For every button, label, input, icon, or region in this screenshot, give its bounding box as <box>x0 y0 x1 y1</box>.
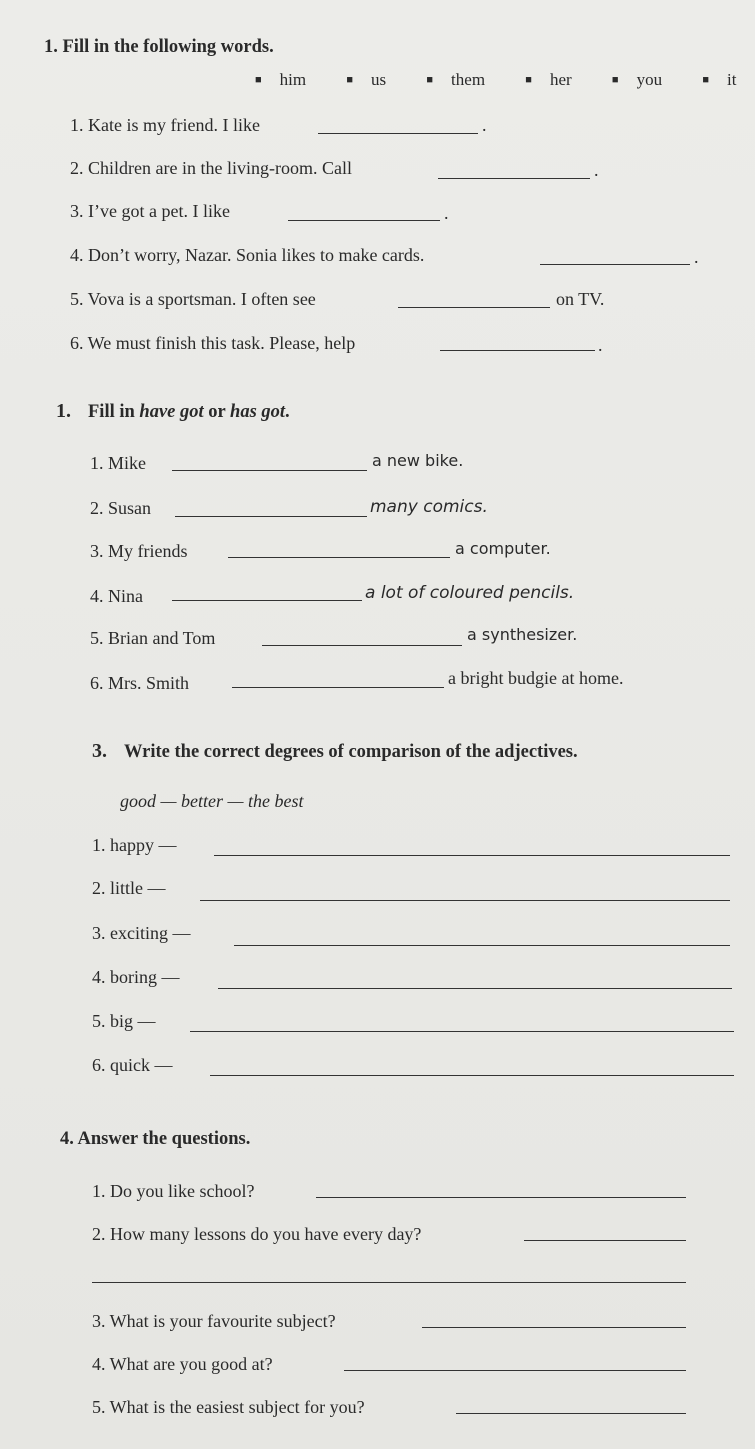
ex3-item-6: 6. quick — <box>92 1055 173 1075</box>
ex2-item-3-end: a computer. <box>455 539 551 558</box>
ex4-answer-blank[interactable] <box>92 1282 686 1283</box>
word-bank <box>255 70 755 90</box>
ex2-item-3: 3. My friends <box>90 541 188 561</box>
ex4-answer-blank[interactable] <box>422 1327 686 1328</box>
ex3-answer-blank[interactable] <box>190 1031 734 1032</box>
ex2-item-5-end: a synthesizer. <box>467 625 578 644</box>
ex2-answer-blank[interactable] <box>262 645 462 646</box>
ex3-answer-blank[interactable] <box>200 900 730 901</box>
exercise-4-title: 4. Answer the questions. <box>60 1129 251 1149</box>
ex1-item-3-end: . <box>444 203 449 223</box>
ex1-answer-blank[interactable] <box>540 264 690 265</box>
ex1-answer-blank[interactable] <box>288 220 440 221</box>
ex1-item-1-end: . <box>482 115 487 135</box>
ex4-item-2: 2. How many lessons do you have every day? <box>92 1224 422 1244</box>
ex3-item-1: 1. happy — <box>92 835 177 855</box>
exercise-1-title: 1. Fill in the following words. <box>44 37 274 57</box>
ex1-item-3: 3. I’ve got a pet. I like <box>70 201 230 221</box>
ex1-item-2-end: . <box>594 160 599 180</box>
ex3-item-5: 5. big — <box>92 1011 156 1031</box>
ex2-answer-blank[interactable] <box>172 600 362 601</box>
ex1-item-2: 2. Children are in the living-room. Call <box>70 158 352 178</box>
exercise-2-title: Fill in have got or has got. <box>88 402 290 422</box>
ex2-item-4: 4. Nina <box>90 586 143 606</box>
ex1-answer-blank[interactable] <box>438 178 590 179</box>
ex2-item-1-end: a new bike. <box>372 451 464 470</box>
ex2-item-4-end: a lot of coloured pencils. <box>365 583 575 603</box>
ex1-answer-blank[interactable] <box>440 350 595 351</box>
word-bank-item: ■ them <box>426 70 486 89</box>
exercise-3-title: Write the correct degrees of comparison of the adjectives. <box>124 742 578 762</box>
ex1-item-5-end: on TV. <box>556 289 605 309</box>
ex2-answer-blank[interactable] <box>172 470 367 471</box>
ex2-item-2: 2. Susan <box>90 498 152 518</box>
ex1-item-6: 6. We must finish this task. Please, help <box>70 333 356 353</box>
ex4-answer-blank[interactable] <box>316 1197 686 1198</box>
ex4-answer-blank[interactable] <box>524 1240 686 1241</box>
word-bank-item: ■ us <box>346 70 387 89</box>
ex3-answer-blank[interactable] <box>218 988 732 989</box>
ex2-item-1: 1. Mike <box>90 453 146 473</box>
ex4-item-3: 3. What is your favourite subject? <box>92 1311 336 1331</box>
ex1-item-4: 4. Don’t worry, Nazar. Sonia likes to make cards. <box>70 245 425 265</box>
ex3-answer-blank[interactable] <box>214 855 730 856</box>
ex4-item-5: 5. What is the easiest subject for you? <box>92 1397 365 1417</box>
ex1-item-5: 5. Vova is a sportsman. I often see <box>70 289 316 309</box>
ex4-answer-blank[interactable] <box>344 1370 686 1371</box>
ex3-answer-blank[interactable] <box>210 1075 734 1076</box>
ex2-answer-blank[interactable] <box>175 516 367 517</box>
ex2-item-6-end: a bright budgie at home. <box>448 668 624 688</box>
ex1-item-4-end: . <box>694 247 699 267</box>
ex1-answer-blank[interactable] <box>398 307 550 308</box>
ex2-answer-blank[interactable] <box>232 687 444 688</box>
ex1-item-1: 1. Kate is my friend. I like <box>70 115 260 135</box>
ex3-item-3: 3. exciting — <box>92 923 191 943</box>
ex1-answer-blank[interactable] <box>318 133 478 134</box>
ex4-item-4: 4. What are you good at? <box>92 1354 273 1374</box>
ex2-answer-blank[interactable] <box>228 557 450 558</box>
ex3-item-4: 4. boring — <box>92 967 180 987</box>
exercise-3-number: 3. <box>92 740 107 762</box>
ex4-answer-blank[interactable] <box>456 1413 686 1414</box>
ex3-item-2: 2. little — <box>92 878 166 898</box>
word-bank-item: ■ you <box>611 70 663 89</box>
exercise-2-number: 1. <box>56 400 71 422</box>
ex3-answer-blank[interactable] <box>234 945 730 946</box>
word-bank-item: ■ it <box>702 70 737 89</box>
ex2-item-2-end: many comics. <box>370 497 488 517</box>
ex2-item-6: 6. Mrs. Smith <box>90 673 190 693</box>
ex4-item-1: 1. Do you like school? <box>92 1181 255 1201</box>
word-bank-item: ■ him <box>255 70 307 89</box>
ex1-item-6-end: . <box>598 335 603 355</box>
word-bank-item: ■ her <box>525 70 572 89</box>
ex3-example: good — better — the best <box>120 791 304 811</box>
ex2-item-5: 5. Brian and Tom <box>90 628 216 648</box>
